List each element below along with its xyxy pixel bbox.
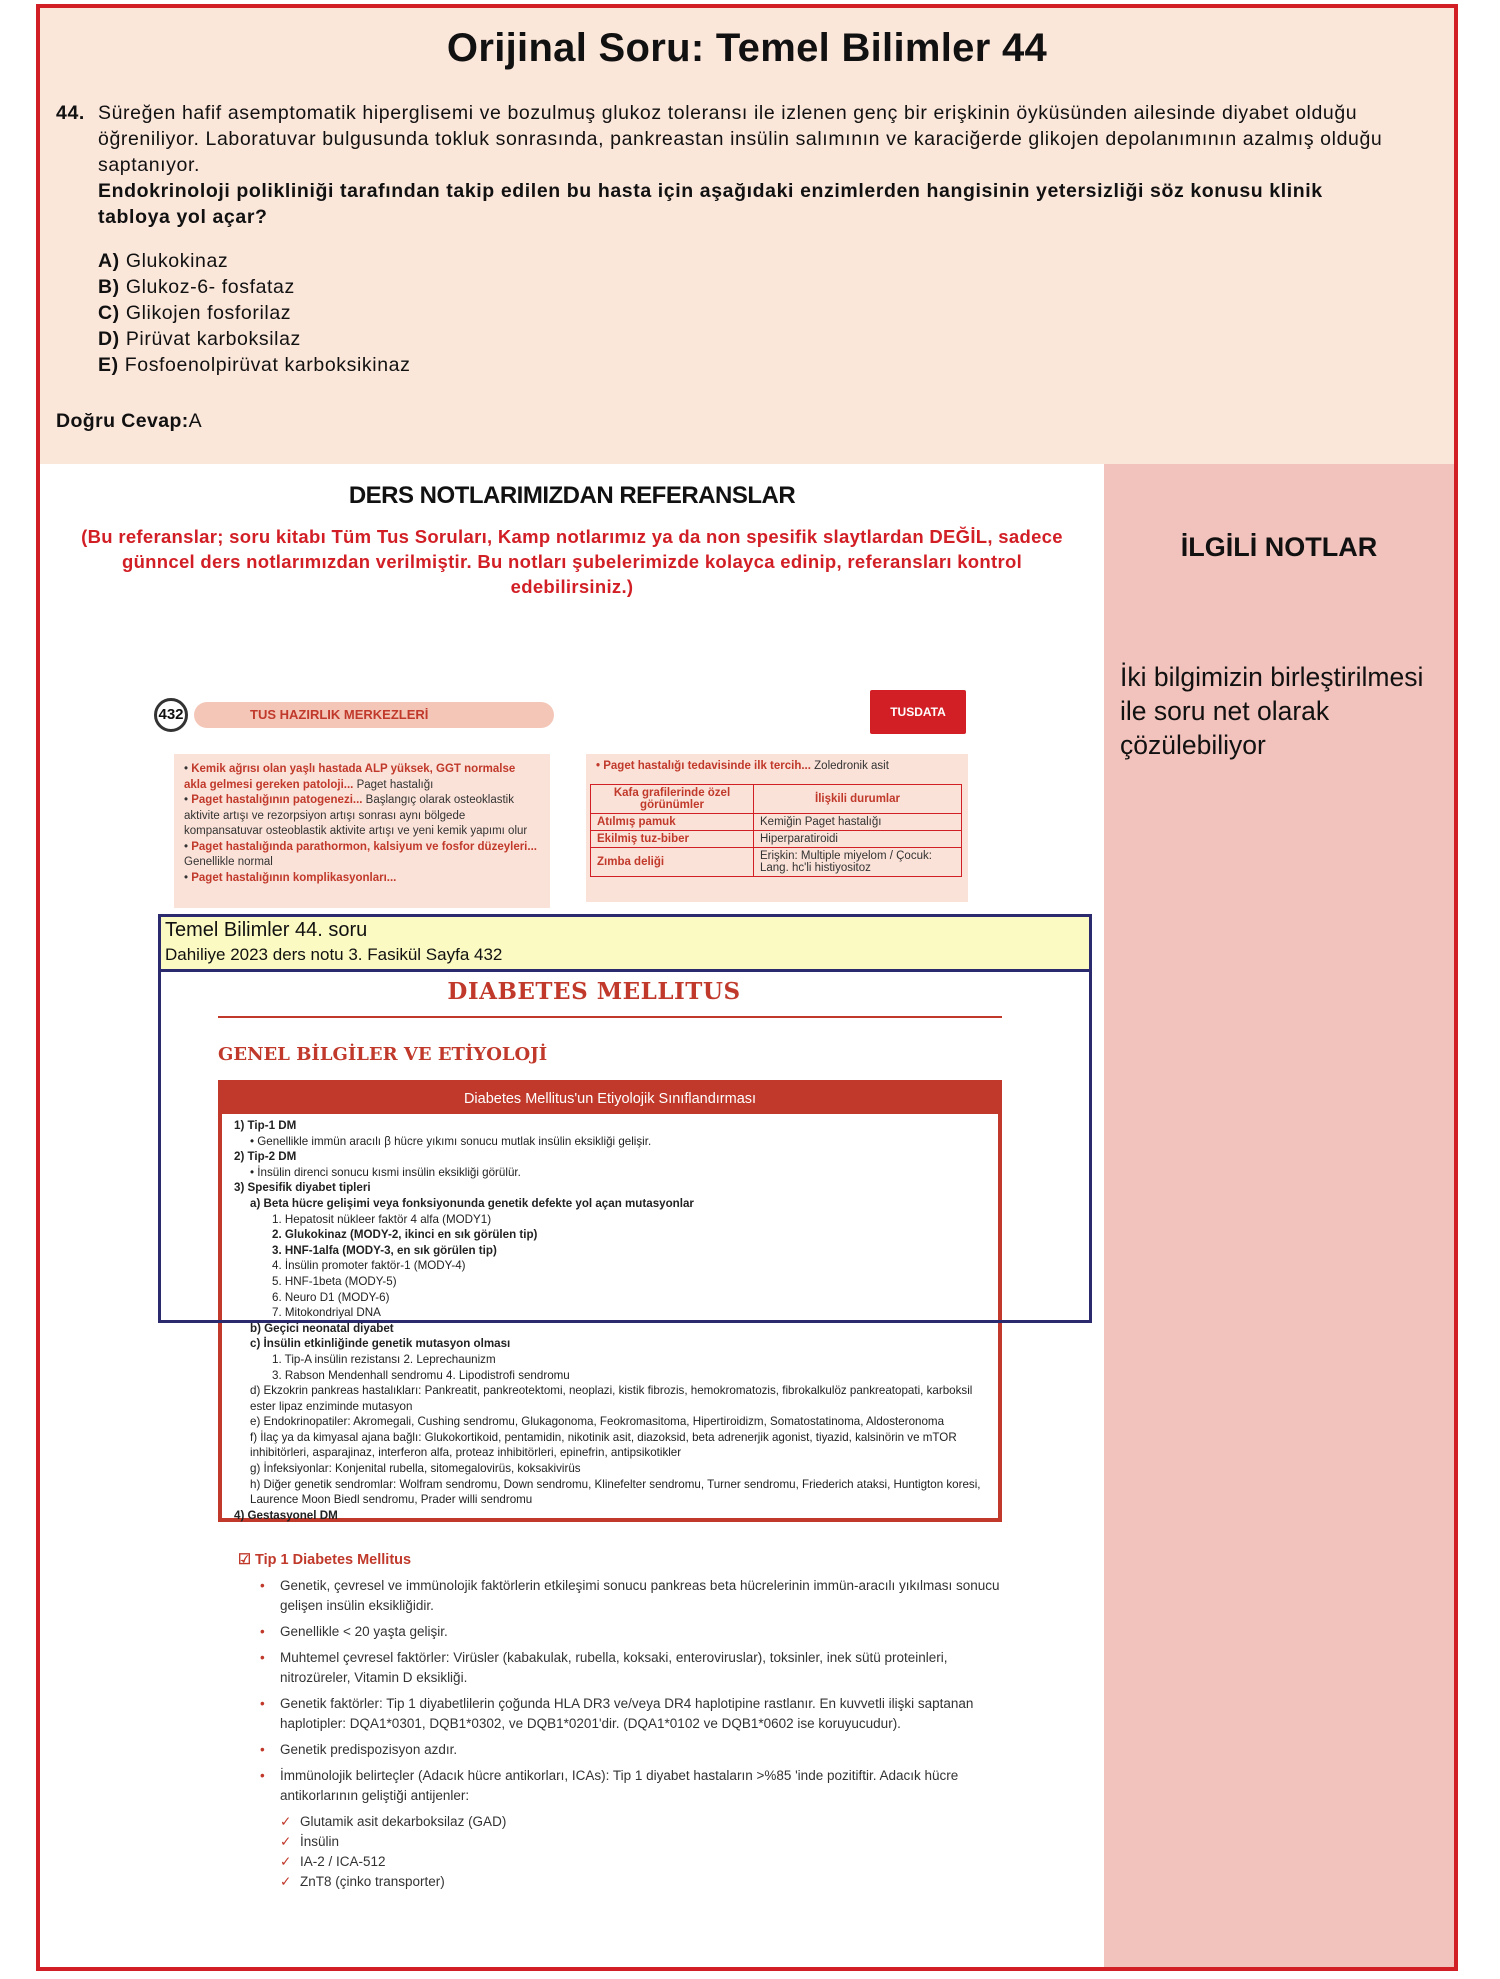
table-line: 3. Rabson Mendenhall sendromu 4. Lipodistrofi sendromu [272, 1368, 570, 1382]
reference-source: Dahiliye 2023 ders notu 3. Fasikül Sayfa 432 [165, 945, 503, 964]
reference-highlight-frame [158, 969, 1092, 1323]
answer-options [98, 248, 410, 378]
option-c: C) Glikojen fosforilaz [98, 302, 292, 324]
table-line: b) Geçici neonatal diyabet [250, 1321, 394, 1335]
references-note: (Bu referanslar; soru kitabı Tüm Tus Soruları, Kamp notlarımız ya da non spesifik slaytlardan DEĞİL, sadece günncel ders notlarımızdan verilmiştir. Bu notları şubelerimizde kolayca edinip, referansları kontrol edebilirsiniz.) [81, 526, 1063, 597]
doc-header-band: TUS HAZIRLIK MERKEZLERİ [194, 702, 554, 728]
list-item: ✓ ZnT8 (çinko transporter) [280, 1872, 1018, 1892]
list-item: ✓ Glutamik asit dekarboksilaz (GAD) [280, 1812, 1018, 1832]
table-line: • Genellikle immün aracılı β hücre yıkımı sonucu mutlak insülin eksikliği gelişir. [250, 1134, 652, 1148]
tip1-bullets [260, 1576, 1018, 1806]
paget-table-box [586, 754, 968, 902]
table-line: e) Endokrinopatiler: Akromegali, Cushing sendromu, Glukagonoma, Feokromasitoma, Hipertiroidizm, Somatostatinoma, Aldosteronoma [250, 1415, 945, 1429]
table-line: f) İlaç ya da kimyasal ajana bağlı: Glukokortikoid, pentamidin, nikotinik asit, diazoksid, beta adrenerjik agonist, tiyazid, kalsinörin ve mTOR inhibitörleri, asparajinaz, interferon alfa, proteaz inhibitörleri, epinefrin, antipsikotikler [250, 1430, 957, 1460]
list-item: • Genetik predispozisyon azdır. [260, 1740, 1018, 1760]
table-line: 2. Glukokinaz (MODY-2, ikinci en sık görülen tip) [272, 1228, 538, 1242]
table-line: c) İnsülin etkinliğinde genetik mutasyon olması [250, 1337, 511, 1351]
correct-answer: Doğru Cevap:A [56, 410, 203, 432]
diabetes-title: DIABETES MELLITUS [447, 978, 741, 1005]
related-notes-panel [1104, 464, 1454, 1971]
related-notes-title: İLGİLİ NOTLAR [1180, 532, 1378, 562]
references-title: DERS NOTLARIMIZDAN REFERANSLAR [348, 482, 796, 509]
table-row: Ekilmiş tuz-biber Hiperparatiroidi [591, 831, 962, 848]
table-line: 3. HNF-1alfa (MODY-3, en sık görülen tip) [272, 1243, 497, 1257]
table-line: h) Diğer genetik sendromlar: Wolfram sendromu, Down sendromu, Klinefelter sendromu, Turner sendromu, Friederich ataksi, Huntigton koresi, Laurence Moon Biedl sendromu, Prader willi sendromu [250, 1477, 981, 1507]
list-item: ✓ İnsülin [280, 1832, 1018, 1852]
list-item: ✓ IA-2 / ICA-512 [280, 1852, 1018, 1872]
list-item: • Genellikle < 20 yaşta gelişir. [260, 1622, 1018, 1642]
tip1-section [238, 1550, 1018, 1892]
table-line: 1. Hepatosit nükleer faktör 4 alfa (MODY1) [272, 1212, 492, 1226]
table-line: • İnsülin direnci sonucu kısmi insülin eksikliği görülür. [250, 1165, 521, 1179]
page-title: Orijinal Soru: Temel Bilimler 44 [446, 26, 1048, 70]
tusdata-logo: TUSDATA [870, 690, 966, 734]
doc-page-number: 432 [154, 698, 188, 732]
option-b: B) Glukoz-6- fosfataz [98, 276, 295, 298]
table-line: 2) Tip-2 DM [234, 1150, 297, 1164]
paget-treatment-note: • Paget hastalığı tedavisinde ilk tercih... Zoledronik asit [596, 760, 889, 772]
antigen-list [280, 1812, 1018, 1892]
paget-note: • Paget hastalığında parathormon, kalsiyum ve fosfor düzeyleri... Genellikle normal [184, 840, 537, 868]
table-line: 1) Tip-1 DM [234, 1119, 297, 1132]
page-frame [36, 4, 1458, 1971]
paget-note: • Paget hastalığının patogenezi... Başlangıç olarak osteoklastik aktivite artışı ve rezorpsiyon artışı sonrası aynı bölgede kompansatuvar osteoblastik aktivite artışı ve yeni kemik yapımı olur [184, 794, 528, 837]
question-prompt: Endokrinoloji polikliniği tarafından takip edilen bu hasta için aşağıdaki enzimlerden hangisinin yetersizliği söz konusu klinik tabloya yol açar? [98, 180, 1323, 228]
option-e: E) Fosfoenolpirüvat karboksikinaz [98, 354, 411, 376]
option-d: D) Pirüvat karboksilaz [98, 328, 301, 350]
reference-question: Temel Bilimler 44. soru [165, 919, 368, 941]
table-line: d) Ekzokrin pankreas hastalıkları: Pankreatit, pankreotektomi, neoplazi, kistik fibrozis, hemokromatozis, fibrokalkulöz pankreatopati, karboksil ester lipaz enziminde mutasyon [250, 1384, 973, 1413]
table-row: Zımba deliği Erişkin: Multiple miyelom / Çocuk: Lang. hc'li histiyositoz [591, 848, 962, 877]
list-item: • Muhtemel çevresel faktörler: Virüsler (kabakulak, rubella, koksaki, enteroviruslar), toksinler, inek sütü proteinleri, nitrozüreler, Vitamin D eksikliği. [260, 1648, 1018, 1688]
list-item: • İmmünolojik belirteçler (Adacık hücre antikorları, ICAs): Tip 1 diyabet hastaların >%85 'inde pozitiftir. Adacık hücre antikorlarının geliştiği antijenler: [260, 1766, 1018, 1806]
list-item: • Genetik faktörler: Tip 1 diyabetlilerin çoğunda HLA DR3 ve/veya DR4 haplotipine rastlanır. En kuvvetli ilişki saptanan haplotipler: DQA1*0301, DQB1*0302, ve DQB1*0201'dir. (DQA1*0102 ve DQB1*0602 ise koruyucudur). [260, 1694, 1018, 1734]
table-line: 6. Neuro D1 (MODY-6) [272, 1290, 390, 1304]
related-notes-text: İki bilgimizin birleştirilmesi ile soru net olarak çözülebiliyor [1120, 662, 1424, 760]
table-line: 7. Mitokondriyal DNA [272, 1306, 381, 1320]
tip1-heading: ☑ Tip 1 Diabetes Mellitus [238, 1552, 412, 1568]
section-heading: GENEL BİLGİLER VE ETİYOLOJİ [218, 1044, 548, 1065]
etiology-table-title: Diabetes Mellitus'un Etiyolojik Sınıflandırması [222, 1084, 998, 1114]
table-line: 5. HNF-1beta (MODY-5) [272, 1274, 397, 1288]
question-block [56, 100, 1386, 230]
paget-radiology-table: Kafa grafilerinde özel görünümler İlişkili durumlar Atılmış pamuk Kemiğin Paget hastalığı Ekilmiş tuz-biber Hiperparatiroidi Zımba deliği Erişkin: Multiple miyelom / Çocuk: Lang. hc'li histiyositoz [590, 784, 962, 877]
reference-highlight-label [158, 914, 1092, 972]
table-line: g) İnfeksiyonlar: Konjenital rubella, sitomegalovirüs, koksakivirüs [250, 1462, 581, 1476]
table-line: a) Beta hücre gelişimi veya fonksiyonunda genetik defekte yol açan mutasyonlar [250, 1196, 694, 1210]
question-number: 44. [56, 102, 85, 124]
option-a: A) Glukokinaz [98, 250, 229, 272]
question-text: Süreğen hafif asemptomatik hiperglisemi ve bozulmuş glukoz toleransı ile izlenen genç bir erişkinin öyküsünden ailesinde diyabet olduğu öğreniliyor. Laboratuvar bulgusunda tokluk sonrasında, pankreastan insülin salımının ve karaciğerde glikojen depolanımının azalmış olduğu saptanıyor. [98, 102, 1383, 176]
table-line: 4. İnsülin promoter faktör-1 (MODY-4) [272, 1259, 466, 1273]
table-line: 3) Spesifik diyabet tipleri [234, 1181, 371, 1195]
table-row: Atılmış pamuk Kemiğin Paget hastalığı [591, 814, 962, 831]
list-item: • Genetik, çevresel ve immünolojik faktörlerin etkileşimi sonucu pankreas beta hücrelerinin immün-aracılı yıkılması sonucu gelişen insülin eksikliğidir. [260, 1576, 1018, 1616]
paget-note: • Kemik ağrısı olan yaşlı hastada ALP yüksek, GGT normalse akla gelmesi gereken patoloji... Paget hastalığı [184, 763, 516, 791]
question-panel [40, 8, 1454, 464]
paget-note: • Paget hastalığının komplikasyonları... [184, 871, 397, 884]
paget-notes-box [174, 754, 550, 908]
table-line: 4) Gestasyonel DM [234, 1508, 338, 1522]
table-line: 1. Tip-A insülin rezistansı 2. Leprechaunizm [272, 1352, 496, 1366]
